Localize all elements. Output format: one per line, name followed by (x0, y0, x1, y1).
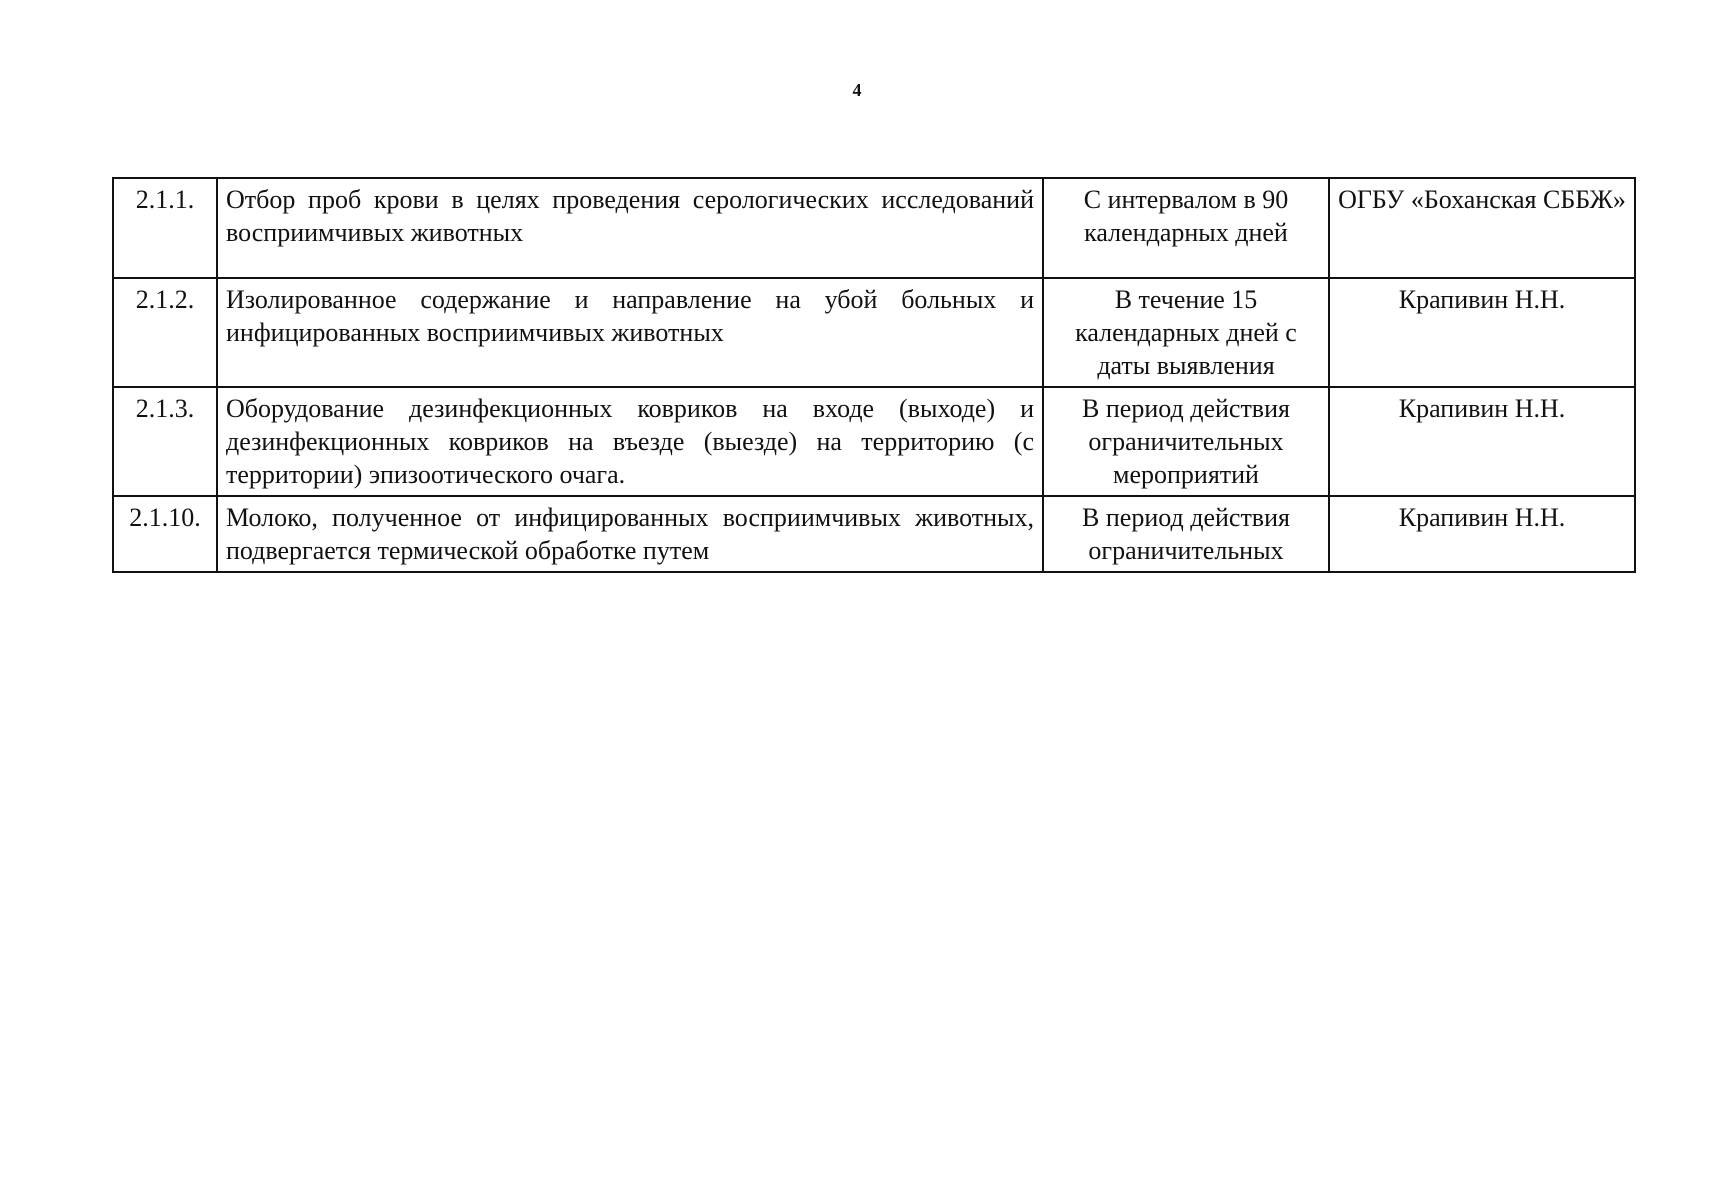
measures-table (112, 177, 1636, 573)
row-number: 2.1.2. (113, 278, 217, 387)
row-responsible: Крапивин Н.Н. (1329, 278, 1635, 387)
row-term: С интервалом в 90 календарных дней (1043, 178, 1329, 278)
row-responsible: Крапивин Н.Н. (1329, 496, 1635, 572)
row-term: В течение 15 календарных дней с даты выявления (1043, 278, 1329, 387)
row-measure: Молоко, полученное от инфицированных восприимчивых животных, подвергается термической обработке путем (217, 496, 1043, 572)
table-row (113, 178, 1635, 278)
row-term: В период действия ограничительных мероприятий (1043, 387, 1329, 496)
row-responsible: Крапивин Н.Н. (1329, 387, 1635, 496)
row-number: 2.1.10. (113, 496, 217, 572)
row-measure: Изолированное содержание и направление на убой больных и инфицированных восприимчивых животных (217, 278, 1043, 387)
page-number: 4 (852, 80, 862, 100)
row-measure: Оборудование дезинфекционных ковриков на входе (выходе) и дезинфекционных ковриков на въезде (выезде) на территорию (с территории) эпизоотического очага. (217, 387, 1043, 496)
row-number: 2.1.1. (113, 178, 217, 278)
row-responsible: ОГБУ «Боханская СББЖ» (1329, 178, 1635, 278)
row-term: В период действия ограничительных (1043, 496, 1329, 572)
row-number: 2.1.3. (113, 387, 217, 496)
table-row (113, 278, 1635, 387)
table-row (113, 496, 1635, 572)
row-measure: Отбор проб крови в целях проведения серологических исследований восприимчивых животных (217, 178, 1043, 278)
table-row (113, 387, 1635, 496)
